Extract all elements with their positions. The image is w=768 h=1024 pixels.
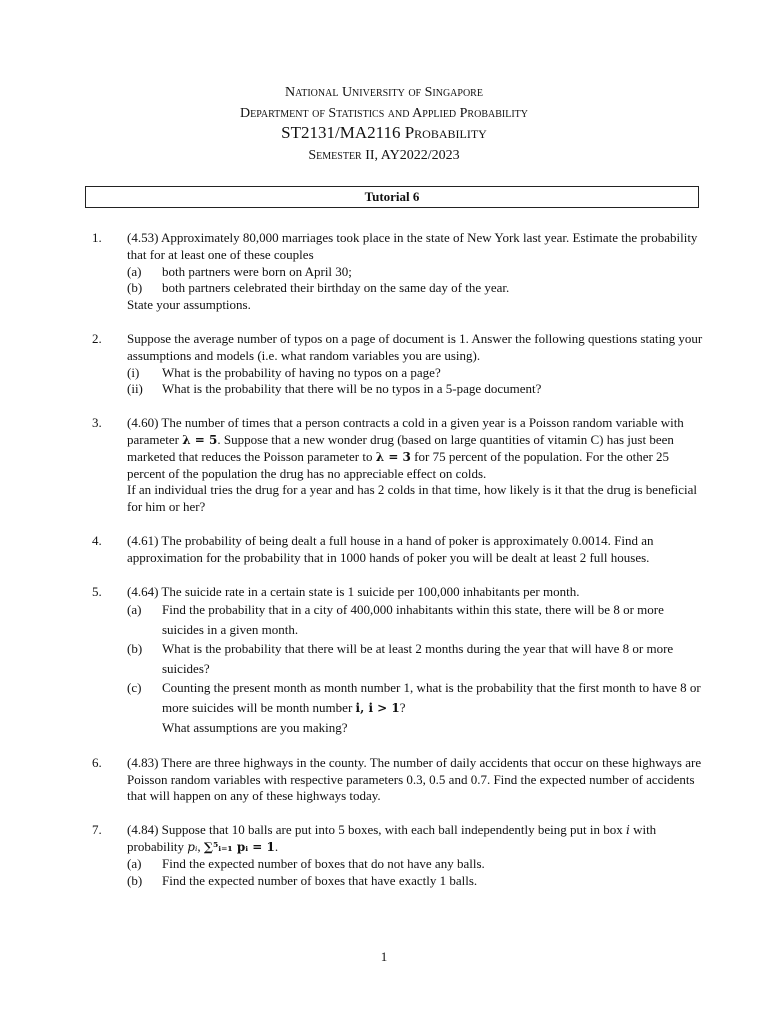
question-text: Suppose the average number of typos on a page of document is 1. Answer the following questions stating your assumptions and models (i.e. what random variables you are using). bbox=[127, 330, 703, 363]
sub-question-text: What is the probability that there will be at least 2 months during the year that will have 8 or more suicides? bbox=[162, 641, 674, 676]
sub-question-label: (a) bbox=[127, 263, 142, 279]
question-5 bbox=[92, 584, 704, 738]
math-expression: ∑⁵ᵢ₌₁ pᵢ = 1 bbox=[203, 840, 275, 855]
question-text: (4.64) The suicide rate in a certain state is 1 suicide per 100,000 inhabitants per month. bbox=[127, 583, 580, 599]
math-expression: pᵢ bbox=[187, 840, 198, 855]
sub-question-text: Find the probability that in a city of 400,000 inhabitants within this state, there will be 8 or more suicides in a given month. bbox=[162, 602, 664, 637]
text-segment: , bbox=[197, 839, 204, 855]
text-segment: . Suppose that a new wonder drug (based on large quantities of vitamin C) has just been marketed that reduces the Poisson parameter to bbox=[127, 431, 674, 464]
tutorial-title: Tutorial 6 bbox=[364, 189, 420, 204]
sub-question-text: Find the expected number of boxes that have exactly 1 balls. bbox=[162, 872, 478, 888]
text-segment: with probability bbox=[127, 822, 657, 855]
sub-question-followup: What assumptions are you making? bbox=[162, 720, 348, 736]
question-2 bbox=[92, 331, 704, 398]
question-text: (4.61) The probability of being dealt a full house in a hand of poker is approximately 0.0014. Find an approximation for the probability that in 1000 hands of poker you will be dealt at least 2 full houses. bbox=[127, 532, 654, 565]
sub-question bbox=[127, 600, 704, 639]
sub-question-label: (c) bbox=[127, 680, 142, 696]
sub-question-text: Counting the present month as month number 1, what is the probability that the first month to have 8 or more suicides will be month number bbox=[162, 680, 701, 715]
sub-question-text: What is the probability that there will be no typos in a 5-page document? bbox=[162, 381, 542, 397]
question-7 bbox=[92, 822, 704, 889]
question-text: (4.83) There are three highways in the county. The number of daily accidents that occur on these highways are Poisson random variables with respective parameters 0.3, 0.5 and 0.7. Find the expected number of accidents that will happen on any of these highways today. bbox=[127, 754, 702, 804]
university-name: National University of Singapore bbox=[285, 85, 483, 100]
question-list bbox=[92, 230, 704, 906]
sub-question-text: both partners were born on April 30; bbox=[162, 263, 352, 279]
sub-question bbox=[127, 381, 704, 398]
question-text bbox=[127, 415, 704, 482]
department-name: Department of Statistics and Applied Probability bbox=[240, 106, 528, 121]
sub-question-label: (a) bbox=[127, 602, 142, 618]
question-text bbox=[127, 822, 704, 856]
question-1 bbox=[92, 230, 704, 314]
sub-question-label: (a) bbox=[127, 855, 142, 871]
question-number: 6. bbox=[92, 754, 102, 770]
question-text: (4.53) Approximately 80,000 marriages took place in the state of New York last year. Estimate the probability that for at least one of these couples bbox=[127, 230, 698, 262]
text-segment: ? bbox=[399, 699, 406, 715]
text-segment: (4.60) The number of times that a person contracts a cold in a given year is a Poisson random variable with parameter bbox=[127, 415, 684, 447]
sub-question-text: Find the expected number of boxes that do not have any balls. bbox=[162, 855, 485, 871]
question-4 bbox=[92, 533, 704, 567]
sub-question bbox=[127, 365, 704, 382]
sub-question bbox=[127, 264, 704, 281]
text-segment: for 75 percent of the population. For the other 25 percent of the population the drug has no appreciable effect on colds. bbox=[127, 448, 670, 481]
sub-question-text: both partners celebrated their birthday on the same day of the year. bbox=[162, 280, 510, 296]
question-number: 2. bbox=[92, 330, 102, 346]
math-expression: λ = 3 bbox=[375, 449, 411, 464]
question-3 bbox=[92, 415, 704, 516]
sub-question bbox=[127, 280, 704, 297]
sub-question-label: (b) bbox=[127, 280, 143, 296]
math-expression: i, i > 1 bbox=[355, 700, 400, 715]
sub-question bbox=[127, 856, 704, 873]
question-number: 4. bbox=[92, 532, 102, 548]
semester-line: Semester II, AY2022/2023 bbox=[308, 148, 460, 163]
text-segment: . bbox=[274, 839, 279, 855]
math-expression: i bbox=[625, 823, 630, 838]
question-number: 3. bbox=[92, 415, 102, 431]
question-number: 7. bbox=[92, 822, 102, 838]
sub-question-label: (b) bbox=[127, 872, 143, 888]
sub-question-text: What is the probability of having no typos on a page? bbox=[162, 364, 441, 380]
text-segment: (4.84) Suppose that 10 balls are put into 5 boxes, with each ball independently being put in box bbox=[127, 822, 626, 838]
sub-question bbox=[127, 873, 704, 890]
question-footnote: State your assumptions. bbox=[127, 297, 251, 313]
sub-question bbox=[127, 678, 704, 738]
page-number: 1 bbox=[380, 949, 388, 964]
sub-question bbox=[127, 639, 704, 678]
sub-question-label: (i) bbox=[127, 364, 140, 380]
question-footnote: If an individual tries the drug for a year and has 2 colds in that time, how likely is it that the drug is beneficial for him or her? bbox=[127, 482, 698, 515]
question-number: 5. bbox=[92, 583, 102, 599]
math-expression: λ = 5 bbox=[182, 432, 218, 447]
course-title: ST2131/MA2116 Probability bbox=[281, 123, 487, 142]
question-6 bbox=[92, 755, 704, 805]
sub-question-label: (b) bbox=[127, 641, 143, 657]
question-number: 1. bbox=[92, 230, 102, 245]
sub-question-label: (ii) bbox=[127, 381, 143, 397]
tutorial-title-box bbox=[85, 186, 699, 208]
